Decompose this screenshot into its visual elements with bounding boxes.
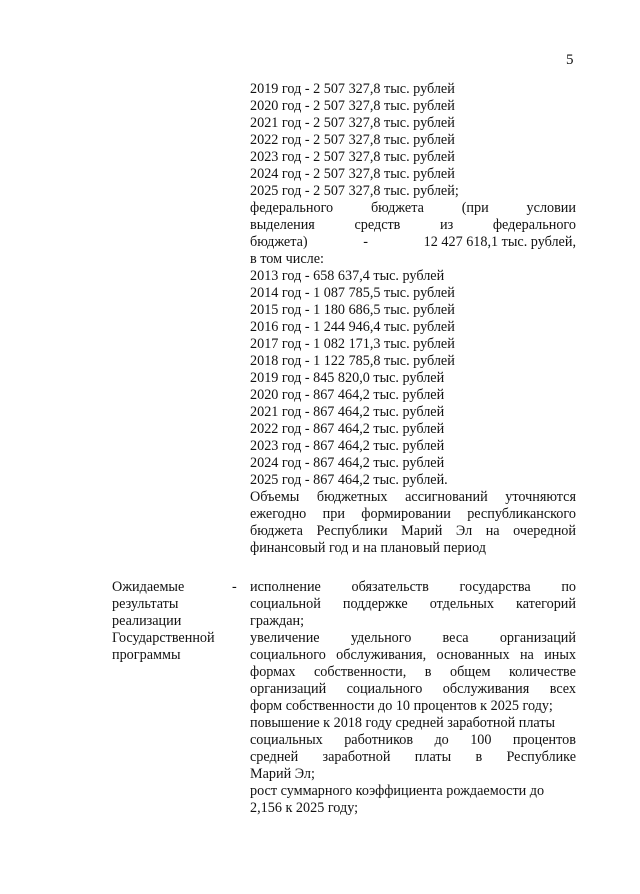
result-line: организаций социального обслуживания всех <box>250 681 576 697</box>
federal-year-line: 2013 год - 658 637,4 тыс. рублей <box>250 268 445 284</box>
federal-year-line: 2020 год - 867 464,2 тыс. рублей <box>250 387 445 403</box>
result-line: социальной поддержке отдельных категорий <box>250 596 576 612</box>
federal-year-line: 2014 год - 1 087 785,5 тыс. рублей <box>250 285 455 301</box>
federal-line: федерального бюджета (при условии <box>250 200 576 216</box>
result-line: социального обслуживания, основанных на иных <box>250 647 576 663</box>
federal-year-line: 2023 год - 867 464,2 тыс. рублей <box>250 438 445 454</box>
result-line: социальных работников до 100 процентов <box>250 732 576 748</box>
result-line: формах собственности, в общем количестве <box>250 664 576 680</box>
year-line: 2019 год - 2 507 327,8 тыс. рублей <box>250 81 455 97</box>
year-line: 2024 год - 2 507 327,8 тыс. рублей <box>250 166 455 182</box>
in-that-number: в том числе: <box>250 251 324 267</box>
federal-year-line: 2022 год - 867 464,2 тыс. рублей <box>250 421 445 437</box>
label-dash: - <box>232 579 237 595</box>
result-line: 2,156 к 2025 году; <box>250 800 359 816</box>
year-line: 2021 год - 2 507 327,8 тыс. рублей <box>250 115 455 131</box>
expected-results-label: Ожидаемые результаты реализации Государственной программы <box>112 579 215 663</box>
page-number: 5 <box>566 52 574 68</box>
result-line: средней заработной платы в Республике <box>250 749 576 765</box>
funding-column <box>250 81 576 557</box>
result-line: повышение к 2018 году средней заработной платы <box>250 715 556 731</box>
federal-year-line: 2018 год - 1 122 785,8 тыс. рублей <box>250 353 455 369</box>
federal-year-line: 2015 год - 1 180 686,5 тыс. рублей <box>250 302 455 318</box>
result-line: увеличение удельного веса организаций <box>250 630 576 646</box>
federal-year-line: 2019 год - 845 820,0 тыс. рублей <box>250 370 445 386</box>
federal-year-line: 2016 год - 1 244 946,4 тыс. рублей <box>250 319 455 335</box>
year-line: 2020 год - 2 507 327,8 тыс. рублей <box>250 98 455 114</box>
federal-line: бюджета) - 12 427 618,1 тыс. рублей, <box>250 234 576 250</box>
year-line: 2023 год - 2 507 327,8 тыс. рублей <box>250 149 455 165</box>
federal-line: выделения средств из федерального <box>250 217 576 233</box>
result-line: рост суммарного коэффициента рождаемости до <box>250 783 545 799</box>
result-line: форм собственности до 10 процентов к 2025 году; <box>250 698 553 714</box>
federal-year-line: 2021 год - 867 464,2 тыс. рублей <box>250 404 445 420</box>
result-line: исполнение обязательств государства по <box>250 579 576 595</box>
note-line: Объемы бюджетных ассигнований уточняются <box>250 489 576 505</box>
note-line: бюджета Республики Марий Эл на очередной <box>250 523 576 539</box>
year-line: 2025 год - 2 507 327,8 тыс. рублей; <box>250 183 459 199</box>
results-column <box>250 579 576 817</box>
result-line: граждан; <box>250 613 305 629</box>
federal-year-line: 2024 год - 867 464,2 тыс. рублей <box>250 455 445 471</box>
result-line: Марий Эл; <box>250 766 315 782</box>
federal-year-line: 2017 год - 1 082 171,3 тыс. рублей <box>250 336 455 352</box>
federal-year-line: 2025 год - 867 464,2 тыс. рублей. <box>250 472 448 488</box>
note-line: ежегодно при формировании республиканского <box>250 506 576 522</box>
note-line: финансовый год и на плановый период <box>250 540 487 556</box>
year-line: 2022 год - 2 507 327,8 тыс. рублей <box>250 132 455 148</box>
